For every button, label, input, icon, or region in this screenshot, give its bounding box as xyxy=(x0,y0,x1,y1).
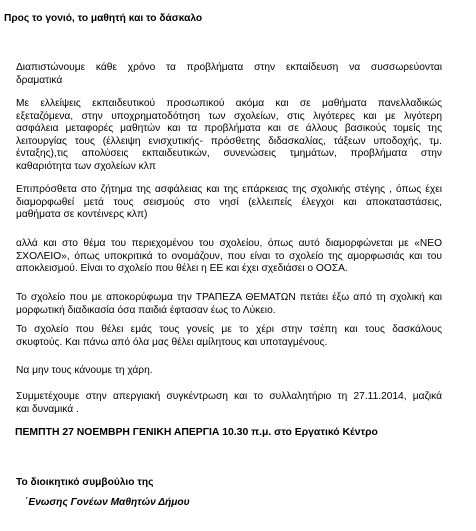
paragraph-4 xyxy=(16,238,442,276)
signature-board: Το διοικητικό συμβούλιο της xyxy=(16,477,154,488)
paragraph-line: Να μην τους κάνουμε τη χάρη. xyxy=(16,365,153,376)
paragraph-line: εξεταζόμενα, στην υποχρηματοδότηση των σχολείων, στις λιγότερες και με λιγότερη xyxy=(16,110,442,122)
strike-notice: ΠΕΜΠΤΗ 27 ΝΟΕΜΒΡΗ ΓΕΝΙΚΗ ΑΠΕΡΓΙΑ 10.30 π.μ. στο Εργατικό Κέντρο xyxy=(15,427,378,438)
paragraph-line: Επιπρόσθετα στο ζήτημα της ασφάλειας και της επάρκειας της σχολικής στέγης , όπως έχει xyxy=(16,184,442,195)
paragraph-line: λειτουργίας τους (έλλειψη ενισχυτικής- πρόσθετης διδασκαλίας, τάξεων υποδοχής, τμ. xyxy=(16,135,442,147)
paragraph-7 xyxy=(16,365,153,378)
paragraph-line: ΣΧΟΛΕΙΟ», όπως υποκριτικά το ονομάζουν, που είναι το σχολείο της αμορφωσιάς και του xyxy=(16,250,442,262)
paragraph-line: ένταξης),τις απολύσεις εκπαιδευτικών, συνενώσεις τμημάτων, προβλήματα στην xyxy=(16,148,442,160)
paragraph-line: Συμμετέχουμε στην απεργιακή συγκέντρωση και το συλλαλητήριο τη 27.11.2014, μαζικά xyxy=(16,391,442,402)
paragraph-line: Το σχολείο που θέλει εμάς τους γονείς με το χέρι στην τσέπη και τους δασκάλους xyxy=(16,324,442,335)
paragraph-line: διαμορφωθεί μετά τους σεισμούς στο νησί (ελλειπείς έλεγχοι και αποκαταστάσεις, xyxy=(16,196,442,208)
paragraph-2 xyxy=(16,98,442,174)
paragraph-1 xyxy=(16,62,442,87)
paragraph-line: μαθήματα σε κοντέινερς κλπ) xyxy=(16,209,148,221)
paragraph-line: καθαριότητα των σχολείων κλπ xyxy=(16,160,156,172)
paragraph-line: μορφωτική διαδικασία όσα παιδιά έφτασαν έως το Λύκειο. xyxy=(16,304,276,316)
signature-association: ΄Ενωσης Γονέων Μαθητών Δήμου xyxy=(25,497,190,508)
paragraph-line: Διαπιστώνουμε κάθε χρόνο τα προβλήματα στην εκπαίδευση να συσσωρεύονται xyxy=(16,62,442,73)
letter-greeting: Προς το γονιό, το μαθητή και το δάσκαλο xyxy=(4,13,203,24)
paragraph-line: δραματικά xyxy=(16,74,63,86)
paragraph-line: Με ελλείψεις εκπαιδευτικού προσωπικού ακόμα και σε μαθήματα πανελλαδικώς xyxy=(16,98,442,109)
paragraph-8 xyxy=(16,391,442,416)
paragraph-line: αποκλεισμού. Είναι το σχολείο που θέλει η ΕΕ και έχει σχεδιάσει ο ΟΟΣΑ. xyxy=(16,263,348,275)
paragraph-5 xyxy=(16,292,442,317)
paragraph-3 xyxy=(16,184,442,222)
paragraph-line: Το σχολείο που με αποκορύφωμα την ΤΡΑΠΕΖΑ ΘΕΜΑΤΩΝ πετάει έξω από τη σχολική και xyxy=(16,292,442,303)
paragraph-line: ασφάλεια μεταφορές μαθητών και τα προβλήματα και σε άλλους βασικούς τομείς της xyxy=(16,123,442,135)
paragraph-6 xyxy=(16,324,442,349)
paragraph-line: και δυναμικά . xyxy=(16,403,79,415)
paragraph-line: αλλά και στο θέμα του περιεχομένου του σχολείου, όπως αυτό διαμορφώνεται με «ΝΕΟ xyxy=(16,238,442,249)
paragraph-line: σκυφτούς. Και πάνω από όλα μας θέλει αμίλητους και υποταγμένους. xyxy=(16,336,328,348)
